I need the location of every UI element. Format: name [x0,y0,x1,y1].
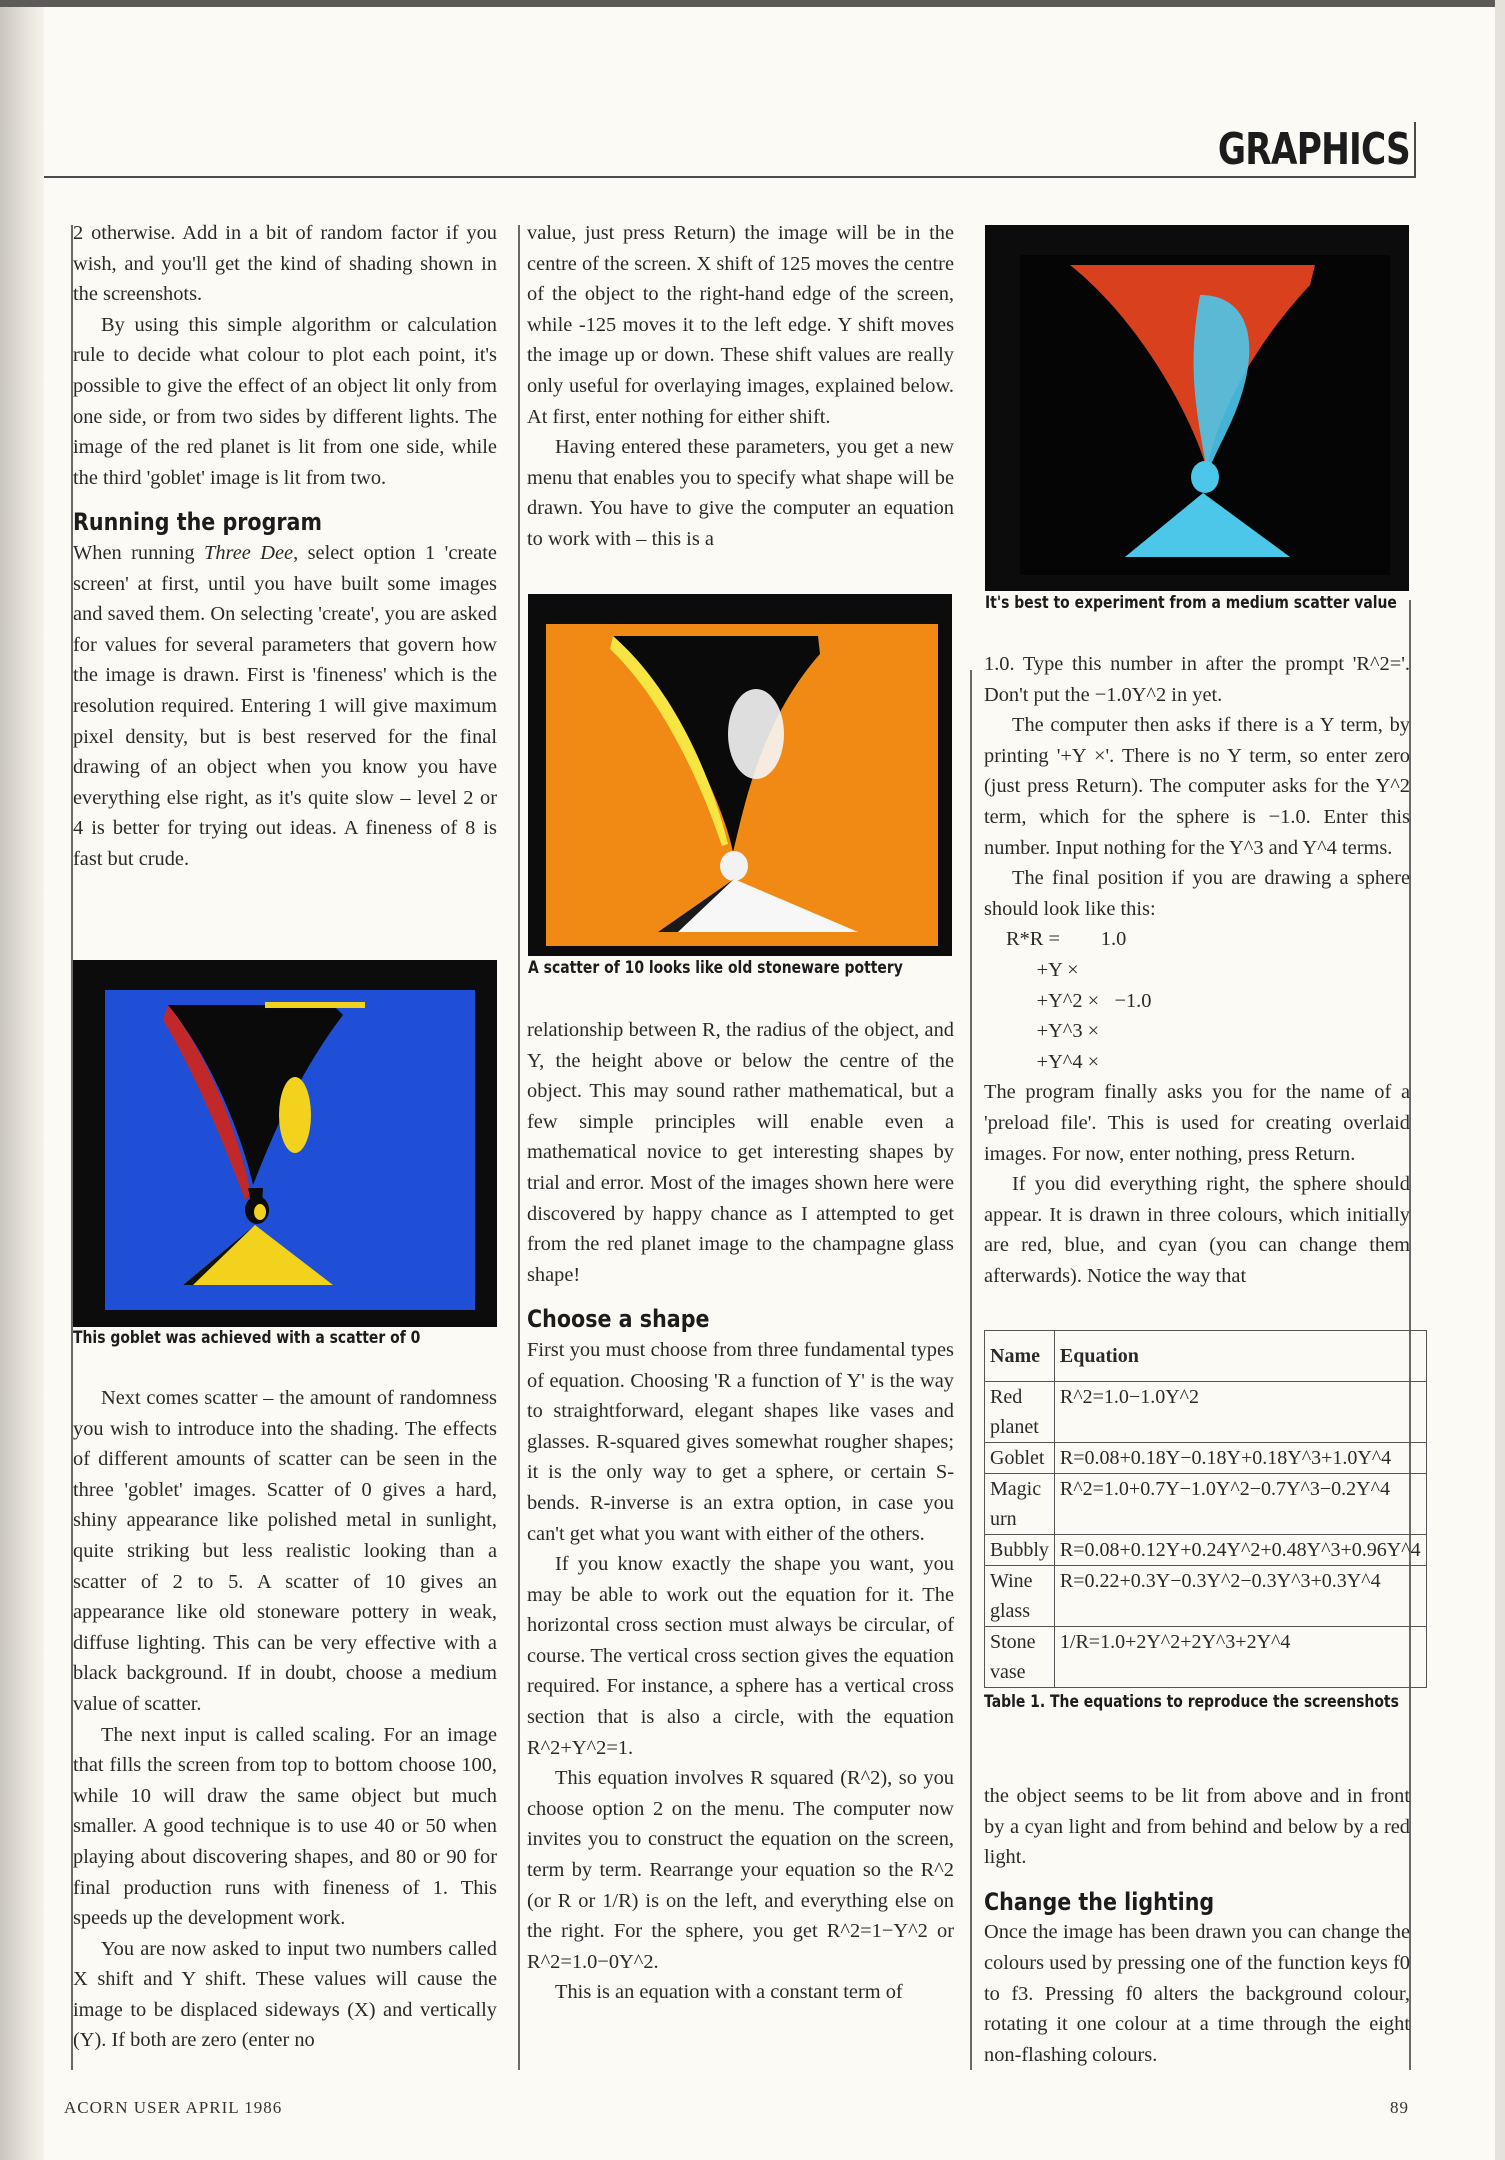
paragraph: This is an equation with a constant term of [555,1981,903,2004]
section-title: GRAPHICS [1217,124,1410,175]
table-cell: Red planet [985,1382,1055,1443]
equation-line: +Y^3 × [1006,1020,1100,1043]
equation-line: +Y × [1006,958,1079,981]
equation-listing [984,924,1410,1077]
goblet-scatter-0-screenshot [73,960,497,1327]
table-cell: Goblet [985,1443,1055,1474]
column-3-bottom [984,1781,1410,2070]
paragraph: 2 otherwise. Add in a bit of random factor if you wish, and you'll get the kind of shading shown in the screenshots. [73,222,497,306]
caption-goblet: This goblet was achieved with a scatter of 0 [73,1328,421,1348]
table-cell: Stone vase [985,1627,1055,1688]
equations-table-block [984,1330,1421,1712]
binding-spine [0,0,44,2160]
table-header: Name [985,1331,1055,1382]
column-2-top [527,218,954,555]
equation-line: R*R = 1.0 [1006,928,1127,951]
table-row [985,1566,1427,1627]
paragraph: The program finally asks you for the name of a 'preload file'. This is used for creating overlaid images. For now, enter nothing, press Return. [984,1081,1410,1165]
paragraph: If you know exactly the shape you want, you may be able to work out the equation for it. The horizontal cross section must always be circular, of course. The vertical cross section gives the equation required. For instance, a sphere has a vertical cross section that is also a circle, with the equation R^2+Y^2=1. [527,1553,954,1759]
table-row [985,1627,1427,1688]
stoneware-scatter-10-screenshot [528,594,952,956]
column-3-top [984,649,1410,1291]
table-cell: R^2=1.0−1.0Y^2 [1054,1382,1426,1443]
paragraph: By using this simple algorithm or calculation rule to decide what colour to plot each point, it's possible to give the effect of an object lit only from one side, or from two sides by different lights. The image of the red planet is lit from one side, while the third 'goblet' image is lit from two. [73,313,497,489]
column-rule-3 [970,670,972,2070]
paragraph: relationship between R, the radius of the object, and Y, the height above or below the centre of the object. This may sound rather mathematical, but a few simple principles will enable even a mathematical novice to get interesting shapes by trial and error. Most of the images shown here were discovered by happy chance as I attempted to get from the red planet image to the champagne glass shape! [527,1019,954,1286]
header-rule [44,176,1416,178]
caption-stoneware: A scatter of 10 looks like old stoneware pottery [528,958,903,978]
footer-publication: ACORN USER APRIL 1986 [64,2098,283,2117]
subheading-running-the-program: Running the program [73,508,322,537]
paragraph: First you must choose from three fundamental types of equation. Choosing 'R a function of Y' is the way to straightforward, elegant shapes like vases and glasses. R-squared gives somewhat rougher shapes; it is the only way to get a sphere, or certain S-bends. R-inverse is an extra option, in case you can't get what you want with either of the others. [527,1338,954,1545]
equation-line: +Y^2 × −1.0 [1006,989,1152,1012]
table-cell: R=0.08+0.18Y−0.18Y+0.18Y^3+1.0Y^4 [1054,1443,1426,1474]
table-cell: R=0.22+0.3Y−0.3Y^2−0.3Y^3+0.3Y^4 [1054,1566,1426,1627]
paragraph: The final position if you are drawing a sphere should look like this: [984,867,1410,920]
table-cell: R=0.08+0.12Y+0.24Y^2+0.48Y^3+0.96Y^4 [1054,1535,1426,1566]
paragraph: The next input is called scaling. For an image that fills the screen from top to bottom choose 100, while 10 will draw the same object but much smaller. A good technique is to use 40 or 50 when playing about discovering shapes, and 80 or 90 for final production runs with fineness of 1. This speeds up the development work. [73,1723,497,1930]
right-edge [1495,0,1505,2160]
table-cell: Wine glass [985,1566,1055,1627]
paragraph: When running Three Dee, select option 1 'create screen' at first, until you have built some images and saved them. On selecting 'create', you are asked for values for several parameters that govern how the image is drawn. First is 'fineness' which is the resolution required. Entering 1 will give maximum pixel density, but is best reserved for the final drawing of an object when you know you have everything else right, as it's quite slow – level 2 or 4 is better for trying out ideas. A fineness of 8 is fast but crude. [73,541,497,870]
table-cell: 1/R=1.0+2Y^2+2Y^3+2Y^4 [1054,1627,1426,1688]
column-rule-2 [518,225,520,2070]
page-number: 89 [1390,2098,1409,2117]
medium-scatter-screenshot [985,225,1409,591]
equation-line: +Y^4 × [1006,1050,1100,1073]
table-row [985,1535,1427,1566]
subheading-choose-a-shape: Choose a shape [527,1305,710,1334]
caption-medium-scatter: It's best to experiment from a medium scatter value [985,593,1397,613]
paragraph: the object seems to be lit from above and in front by a cyan light and from behind and below by a red light. [984,1785,1410,1869]
column-2-bottom [527,1015,954,2008]
paragraph: This equation involves R squared (R^2), so you choose option 2 on the menu. The computer now invites you to construct the equation on the screen, term by term. Rearrange your equation so the R^2 (or R or 1/R) is on the left, and everything else on the right. For the sphere, you get R^2=1−Y^2 or R^2=1.0−0Y^2. [527,1767,954,1973]
paragraph: Next comes scatter – the amount of randomness you wish to introduce into the shading. The effects of different amounts of scatter can be seen in the three 'goblet' images. Scatter of 0 gives a hard, shiny appearance like polished metal in sunlight, quite striking but less realistic looking than a scatter of 2 to 5. A scatter of 10 gives an appearance like old stoneware pottery in weak, diffuse lighting. This can be very effective with a black background. If in doubt, choose a medium value of scatter. [73,1387,497,1715]
paragraph: If you did everything right, the sphere should appear. It is drawn in three colours, which initially are red, blue, and cyan (you can change them afterwards). Notice the way that [984,1173,1410,1287]
table-header: Equation [1054,1331,1426,1382]
table-cell: Magic urn [985,1474,1055,1535]
table-row [985,1382,1427,1443]
table-caption: Table 1. The equations to reproduce the screenshots [984,1692,1399,1712]
table-row [985,1443,1427,1474]
subheading-change-the-lighting: Change the lighting [984,1887,1215,1916]
paragraph: Once the image has been drawn you can change the colours used by pressing one of the function keys f0 to f3. Pressing f0 alters the background colour, rotating it one colour at a time through the eight non-flashing colours. [984,1921,1410,2066]
table-header-row [985,1331,1427,1382]
paragraph: The computer then asks if there is a Y term, by printing '+Y ×'. There is no Y term, so enter zero (just press Return). The computer asks for the Y^2 term, which for the sphere is −1.0. Enter this number. Input nothing for the Y^3 and Y^4 terms. [984,714,1410,859]
equations-table [984,1330,1427,1688]
table-row [985,1474,1427,1535]
column-1-bottom [73,1383,497,2056]
paragraph: value, just press Return) the image will be in the centre of the screen. X shift of 125 moves the centre of the object to the right-hand edge of the screen, while -125 moves it to the left edge. Y shift moves the image up or down. These shift values are really only useful for overlaying images, explained below. At first, enter nothing for either shift. [527,222,954,428]
table-cell: R^2=1.0+0.7Y−1.0Y^2−0.7Y^3−0.2Y^4 [1054,1474,1426,1535]
paragraph: You are now asked to input two numbers called X shift and Y shift. These values will cause the image to be displaced sideways (X) and vertically (Y). If both are zero (enter no [73,1937,497,2052]
top-edge [0,0,1505,7]
paragraph: Having entered these parameters, you get a new menu that enables you to specify what shape will be drawn. You have to give the computer an equation to work with – this is a [527,436,954,550]
paragraph: 1.0. Type this number in after the prompt 'R^2='. Don't put the −1.0Y^2 in yet. [984,653,1410,706]
header-vertical-rule [1414,122,1416,178]
table-cell: Bubbly [985,1535,1055,1566]
column-1-top [73,218,497,874]
